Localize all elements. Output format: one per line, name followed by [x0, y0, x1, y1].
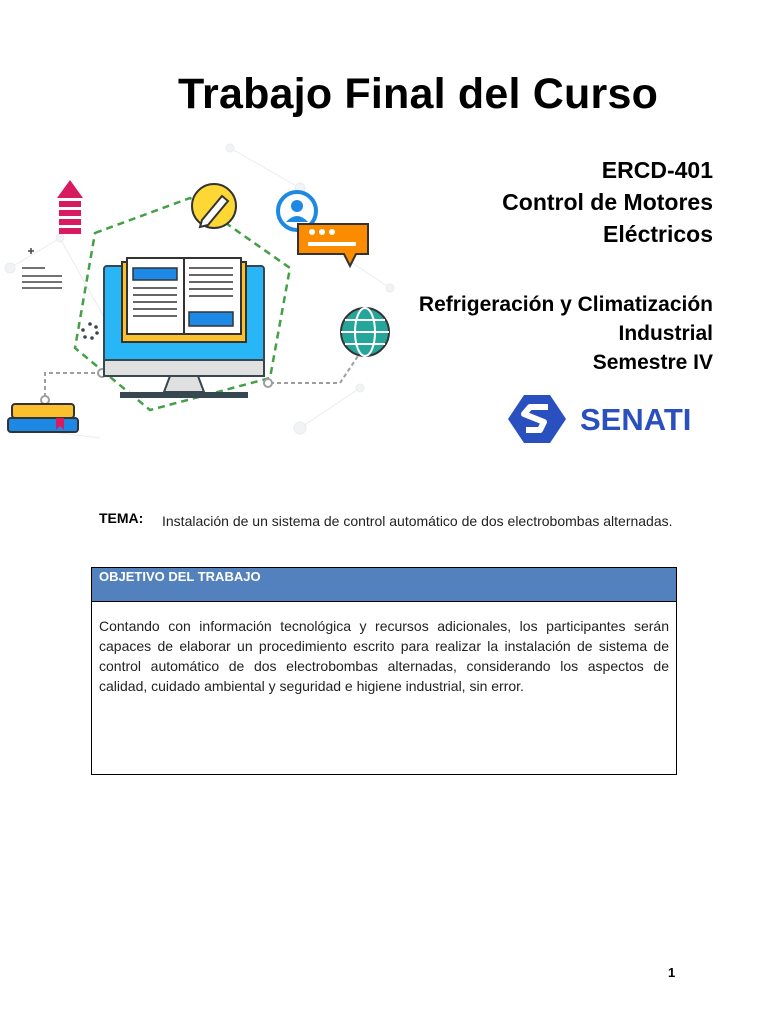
objective-text: Contando con información tecnológica y recursos adicionales, los participantes serán capaces de elaborar un procedimiento escrito para realizar la instalación de sistema de control automático de dos electrobombas alternadas, considerando los aspectos de calidad, cuidado ambiental y seguridad e higiene industrial, sin error. [99, 618, 669, 694]
pencil-icon [192, 184, 236, 228]
course-name-line1: Control de Motores [502, 189, 713, 215]
globe-icon [341, 308, 389, 356]
books-icon [8, 404, 78, 432]
course-name-line2: Eléctricos [603, 221, 713, 247]
tema-label: TEMA: [99, 510, 144, 526]
list-icon [22, 248, 62, 288]
page-number: 1 [668, 965, 676, 980]
course-code: ERCD-401 [601, 157, 713, 183]
document-title: Trabajo Final del Curso [177, 70, 659, 118]
chat-bubble-icon [298, 224, 368, 266]
program-line1: Refrigeración y Climatización [418, 293, 713, 316]
objective-header: OBJETIVO DEL TRABAJO [92, 568, 676, 602]
logo-text: SENATI [580, 402, 692, 437]
senati-logo [508, 392, 708, 446]
program-line2: Industrial [618, 322, 713, 345]
loading-icon [81, 322, 99, 340]
tema-text: Instalación de un sistema de control automático de dos electrobombas alternadas. [162, 513, 673, 529]
course-info [502, 154, 713, 250]
objective-box [91, 567, 677, 775]
upload-arrow-icon [57, 180, 83, 234]
open-book-icon [122, 258, 246, 342]
elearning-illustration [0, 128, 400, 453]
program-line3: Semestre IV [592, 351, 713, 374]
program-info [419, 290, 713, 377]
